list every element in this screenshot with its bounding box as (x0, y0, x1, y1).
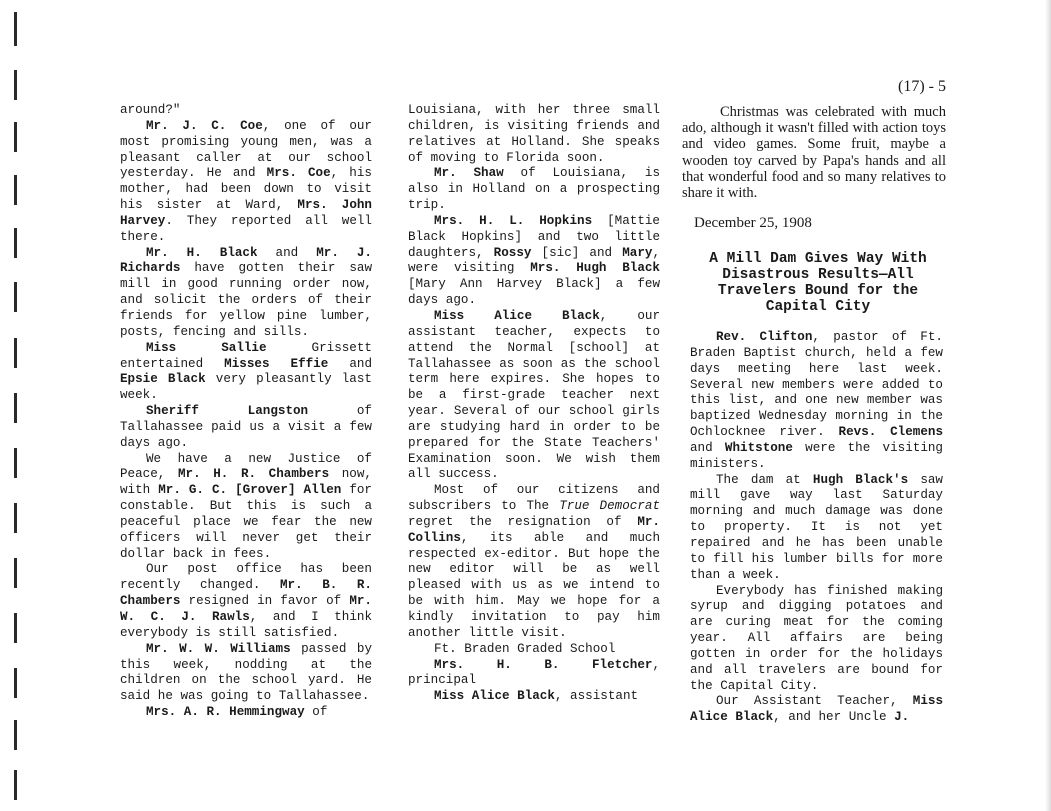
italic-run: True Democrat (559, 499, 661, 514)
text-run: now, with (120, 467, 372, 498)
text-run: . They reported all well there. (120, 213, 372, 244)
text-run: , assistant (554, 689, 639, 704)
bold-name-run: Sheriff Langston (146, 404, 309, 419)
paragraph (120, 705, 372, 721)
text-run: have gotten their saw mill in good running order now, and solicit the orders of their friends for yellow pine lumber, posts, fencing and sills. (120, 261, 372, 339)
paragraph (408, 103, 660, 166)
binder-hole-mark (14, 613, 17, 643)
bold-name-run: Miss Sallie (146, 340, 267, 355)
binder-hole-mark (14, 720, 17, 750)
binder-hole-mark (14, 338, 17, 368)
text-run: Our Assistant Teacher, (716, 694, 913, 709)
text-run: , were visiting (408, 245, 660, 276)
binder-hole-mark (14, 393, 17, 423)
paragraph (690, 330, 943, 473)
paragraph (120, 562, 372, 641)
bold-name-run: Misses Effie (224, 356, 329, 371)
text-run: , its able and much respected ex-editor. But hope the new editor will be as well pleased with us as we intend to be with him. May we hope for a kindly invitation to pay him another little visit. (408, 530, 660, 640)
bold-name-run: Mr. H. R. Chambers (177, 467, 330, 482)
text-run: [sic] and (531, 245, 623, 260)
paragraph (120, 119, 372, 246)
binder-hole-mark (14, 503, 17, 533)
bold-name-run: Mrs. Hugh Black (530, 261, 660, 276)
binder-hole-mark (14, 122, 17, 152)
paragraph (120, 246, 372, 341)
text-run: saw mill gave way last Saturday morning and much damage was done to property. It is not yet repaired and he has been unable to fill his lumber bills for more than a week. (690, 472, 943, 582)
paragraph (408, 689, 660, 705)
paragraph (408, 658, 660, 690)
text-run: , principal (408, 657, 660, 688)
page-number: (17) - 5 (898, 78, 946, 95)
paragraph (408, 483, 660, 641)
article-date: December 25, 1908 (694, 215, 812, 231)
binder-hole-mark (14, 282, 17, 312)
text-run: resigned in favor of (180, 594, 350, 609)
binder-hole-mark (14, 175, 17, 205)
text-run: Grissett entertained (120, 340, 372, 371)
binder-hole-mark (14, 70, 17, 100)
text-run: of (304, 705, 328, 720)
binder-hole-mark (14, 448, 17, 478)
article-column-right (690, 330, 943, 726)
paragraph (690, 473, 943, 584)
text-run: , pastor of Ft. Braden Baptist church, held a few days meeting here last week. Several new members were added to this list, and one new member was baptized Wednesday morning in the Ochlocknee river. (690, 330, 943, 440)
paragraph (408, 309, 660, 483)
text-run: and (690, 440, 725, 455)
text-run: Ft. Braden Graded School (434, 641, 616, 656)
paragraph (120, 103, 372, 119)
text-run: passed by this week, nodding at the children on the school yard. He said he was going to Tallahassee. (120, 641, 372, 704)
bold-name-run: Mr. Shaw (434, 166, 504, 181)
binder-hole-mark (14, 770, 17, 800)
paragraph (120, 642, 372, 705)
text-run: were the visiting ministers. (690, 440, 943, 471)
text-run: , and I think everybody is still satisfied. (120, 610, 372, 640)
bold-name-run: Mr. G. C. [Grover] Allen (158, 483, 342, 498)
text-run: [Mattie Black Hopkins] and two little daughters, (408, 213, 660, 260)
text-run: The dam at (716, 472, 813, 487)
bold-name-run: Mr. B. R. Chambers (120, 578, 372, 609)
text-run: [Mary Ann Harvey Black] a few days ago. (408, 277, 660, 308)
bold-name-run: Mrs. H. L. Hopkins (434, 213, 593, 228)
paragraph (408, 642, 660, 658)
bold-name-run: Mrs. A. R. Hemmingway (146, 705, 305, 720)
binder-hole-mark (14, 12, 17, 46)
text-run: , and her Uncle (773, 710, 895, 725)
bold-name-run: Mrs. H. B. Fletcher (434, 657, 653, 672)
paragraph (120, 404, 372, 452)
bold-name-run: Mr. Collins (408, 514, 660, 545)
intro-paragraph (682, 104, 946, 201)
text-run: We have a new Justice of Peace, (120, 451, 372, 482)
text-run: Louisiana, with her three small children, is visiting friends and relatives at Holland. She speaks of moving to Florida soon. (408, 103, 660, 165)
text-run: Most of our citizens and subscribers to The (408, 483, 660, 514)
binder-hole-mark (14, 228, 17, 258)
paragraph (120, 341, 372, 404)
bold-name-run: Mrs. John Harvey (120, 198, 372, 228)
binder-hole-mark (14, 558, 17, 588)
binder-hole-mark (14, 668, 17, 698)
paragraph (408, 166, 660, 214)
text-run: , his mother, had been down to visit his sister at Ward, (120, 166, 372, 213)
text-run: , our assistant teacher, expects to attend the Normal [school] at Tallahassee as soon as the school term here expires. She hopes to be a first-grade teacher next year. Several of our school girls are studying hard in order to be prepared for the State Teachers' Examination soon. We wish them all success. (408, 308, 660, 482)
text-run: of Tallahassee paid us a visit a few days ago. (120, 404, 372, 450)
paragraph (690, 694, 943, 726)
paragraph (120, 452, 372, 563)
paragraph (690, 584, 943, 695)
bold-name-run: Mr. H. Black (146, 245, 258, 260)
bold-name-run: Mr. J. Richards (120, 245, 372, 276)
bold-name-run: J. (894, 710, 910, 725)
bold-name-run: Whitstone (724, 440, 793, 455)
text-run: Everybody has finished making syrup and digging potatoes and are curing meat for the coming year. All affairs are being gotten in order for the holidays and all travelers are bound for the Capital City. (690, 583, 943, 693)
text-run: of Louisiana, is also in Holland on a prospecting trip. (408, 166, 660, 213)
article-column-middle (408, 103, 660, 705)
bold-name-run: Miss Alice Black (434, 689, 555, 704)
bold-name-run: Epsie Black (120, 372, 206, 387)
text-run: regret the resignation of (408, 514, 638, 529)
bold-name-run: Mrs. Coe (266, 166, 331, 181)
bold-name-run: Miss Alice Black (690, 694, 943, 725)
intro-text: Christmas was celebrated with much ado, although it wasn't filled with action toys and video games. Some fruit, maybe a wooden toy carved by Papa's hands and all that wonderful food and so many relatives to share it with. (682, 104, 946, 202)
bold-name-run: Mr. W. C. J. Rawls (120, 594, 372, 624)
bold-name-run: Mr. W. W. Williams (146, 641, 291, 656)
bold-name-run: Hugh Black's (812, 472, 909, 487)
bold-name-run: Revs. Clemens (838, 425, 943, 440)
article-headline: A Mill Dam Gives Way With Disastrous Results—All Travelers Bound for the Capital City (709, 251, 927, 315)
text-run: for constable. But this is such a peaceful place we fear the new officers will never get their dollar back in fees. (120, 483, 372, 561)
article-column-left (120, 103, 372, 721)
paragraph (408, 214, 660, 309)
text-run: and (328, 356, 372, 371)
text-run: around?" (120, 103, 181, 117)
bold-name-run: Miss Alice Black (434, 308, 600, 323)
text-run: and (257, 245, 317, 260)
bold-name-run: Mr. J. C. Coe (146, 118, 263, 133)
bold-name-run: Rossy (493, 245, 532, 260)
text-run: very pleasantly last week. (120, 372, 372, 403)
text-run: Our post office has been recently changed. (120, 562, 372, 593)
bold-name-run: Mary (622, 245, 653, 260)
page-edge-shadow (1045, 0, 1051, 811)
text-run: , one of our most promising young men, was a pleasant caller at our school yesterday. He and (120, 118, 372, 181)
bold-name-run: Rev. Clifton (716, 330, 813, 344)
